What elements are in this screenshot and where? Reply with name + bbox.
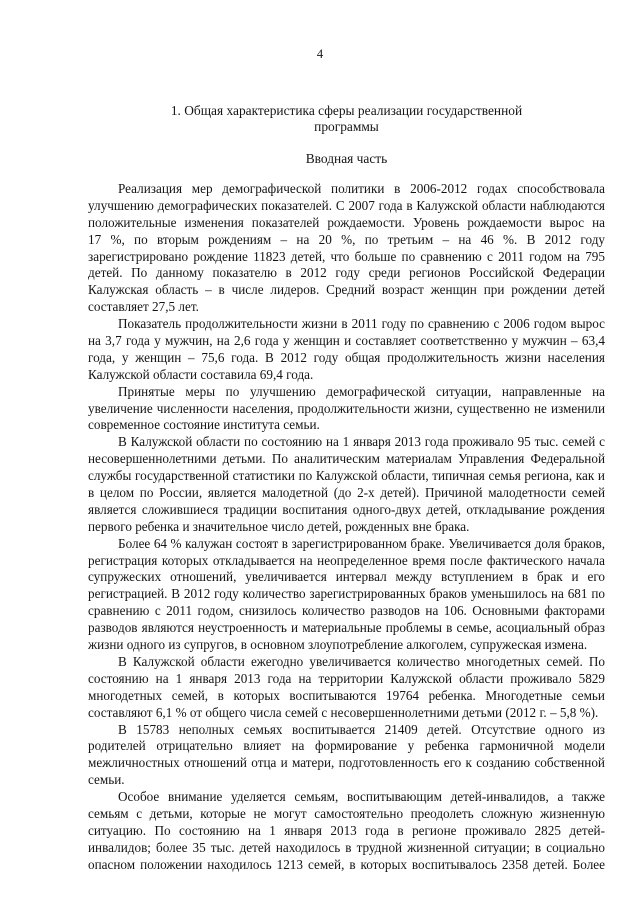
paragraph — [88, 789, 605, 873]
paragraph-line: несовершеннолетними детьми. По аналитическим материалам Управления Федеральной — [88, 451, 605, 467]
page-number: 4 — [316, 47, 324, 61]
paragraph-line: супружеских отношений, увеличивается интервал между вступлением в брак и его — [88, 569, 605, 585]
paragraph-line: В 15783 неполных семьях воспитывается 21409 детей. Отсутствие одного из — [118, 721, 605, 737]
paragraph-line: детей. По данному показателю в 2012 году среди регионов Российской Федерации — [88, 265, 605, 281]
paragraph-line: Реализация мер демографической политики в 2006-2012 годах способствовала — [118, 181, 605, 196]
paragraph-line: в целом по России, является малодетной (до 2-х детей). Причиной малодетности семей — [88, 485, 605, 501]
paragraph-line: Показатель продолжительности жизни в 2011 году по сравнению с 2006 годом вырос — [118, 316, 605, 332]
paragraph — [88, 654, 605, 722]
section-title — [88, 103, 605, 135]
paragraph-line: Калужская область – в числе лидеров. Средний возраст женщин при рождении детей — [88, 282, 605, 298]
section-subtitle: Вводная часть — [305, 151, 388, 166]
paragraph-line: составляют 6,1 % от общего числа семей с несовершеннолетними детьми (2012 г. – 5,8 %). — [88, 704, 599, 720]
paragraph-line: улучшению демографических показателей. С 2007 года в Калужской области наблюдаются — [88, 197, 605, 213]
paragraph-line: составляет 27,5 лет. — [88, 299, 199, 315]
paragraph-line: Калужской области составила 69,4 года. — [88, 366, 314, 382]
paragraph-line: первого ребенка и значительное число детей, рожденных вне брака. — [88, 518, 470, 534]
paragraph — [88, 316, 605, 384]
paragraph-line: состоянию на 1 января 2013 года на территории Калужской области проживало 5829 — [88, 670, 605, 686]
paragraph-line: ситуацию. По состоянию на 1 января 2013 года в регионе проживало 2825 детей- — [88, 822, 605, 838]
section-title-line-2: программы — [314, 119, 379, 134]
paragraph-line: сравнению с 2011 годом, снизилось количество разводов на 106. Основными факторами — [88, 603, 605, 619]
paragraph-line: Более 64 % калужан состоят в зарегистрированном браке. Увеличивается доля браков, — [118, 535, 605, 551]
document-body — [88, 181, 605, 874]
paragraph-line: разводов являются неустроенность и материальные проблемы в семье, асоциальный образ — [88, 620, 605, 636]
paragraph-line: семьи. — [88, 772, 125, 788]
paragraph-line: регистрация которых откладывается на неопределенное время после фактического начала — [88, 552, 605, 568]
paragraph-line: межличностных отношений отца и матери, подготовленность его к созданию собственной — [88, 755, 605, 771]
paragraph-line: является сложившиеся традиции воспитания одного-двух детей, откладывание рождения — [88, 501, 605, 517]
paragraph-line: опасном положении находилось 1213 семей, в которых воспитывалось 2358 детей. Более — [88, 856, 605, 872]
paragraph-line: Принятые меры по улучшению демографической ситуации, направленные на — [118, 383, 605, 399]
paragraph — [88, 722, 605, 790]
paragraph-line: 17 %, по вторым рождениям – на 20 %, по третьим – на 46 %. В 2012 году — [88, 231, 605, 247]
paragraph-line: увеличение численности населения, продолжительности жизни, существенно не изменили — [88, 400, 605, 416]
paragraph — [88, 384, 605, 435]
paragraph — [88, 181, 605, 316]
paragraph-line: службы государственной статистики по Калужской области, типичная семья региона, как и — [88, 468, 605, 484]
paragraph-line: зарегистрировано рождение 11823 детей, что больше по сравнению с 2011 годом на 795 — [88, 248, 605, 264]
paragraph-line: года, у женщин – 75,6 года. В 2012 году общая продолжительность жизни населения — [88, 349, 605, 365]
paragraph-line: В Калужской области ежегодно увеличивается количество многодетных семей. По — [118, 653, 605, 669]
paragraph-line: родителей отрицательно влияет на формирование у ребенка гармоничной модели — [88, 738, 605, 754]
paragraph-line: положительные изменения показателей рождаемости. Уровень рождаемости вырос на — [88, 214, 605, 230]
paragraph-line: на 3,7 года у мужчин, на 2,6 года у женщин и составляет соответственно у мужчин – 63,4 — [88, 333, 605, 349]
paragraph-line: современное состояние института семьи. — [88, 417, 320, 433]
paragraph-line: В Калужской области по состоянию на 1 января 2013 года проживало 95 тыс. семей с — [118, 434, 605, 450]
paragraph-line: жизни одного из супругов, в основном злоупотребление алкоголем, супружеская измена. — [88, 637, 588, 653]
paragraph-line: многодетных семей, в которых воспитываются 19764 ребенка. Многодетные семьи — [88, 687, 605, 703]
paragraph-line: семьям с детьми, которые не могут самостоятельно преодолеть сложную жизненную — [88, 805, 605, 821]
paragraph — [88, 434, 605, 535]
paragraph-line: Особое внимание уделяется семьям, воспитывающим детей-инвалидов, а также — [118, 789, 605, 805]
paragraph-line: инвалидов; более 35 тыс. детей находилось в трудной жизненной ситуации; в социально — [88, 839, 605, 855]
paragraph — [88, 536, 605, 654]
section-title-line-1: 1. Общая характеристика сферы реализации государственной — [170, 103, 523, 118]
paragraph-line: регистрацией. В 2012 году количество зарегистрированных браков уменьшилось на 681 по — [88, 586, 605, 602]
